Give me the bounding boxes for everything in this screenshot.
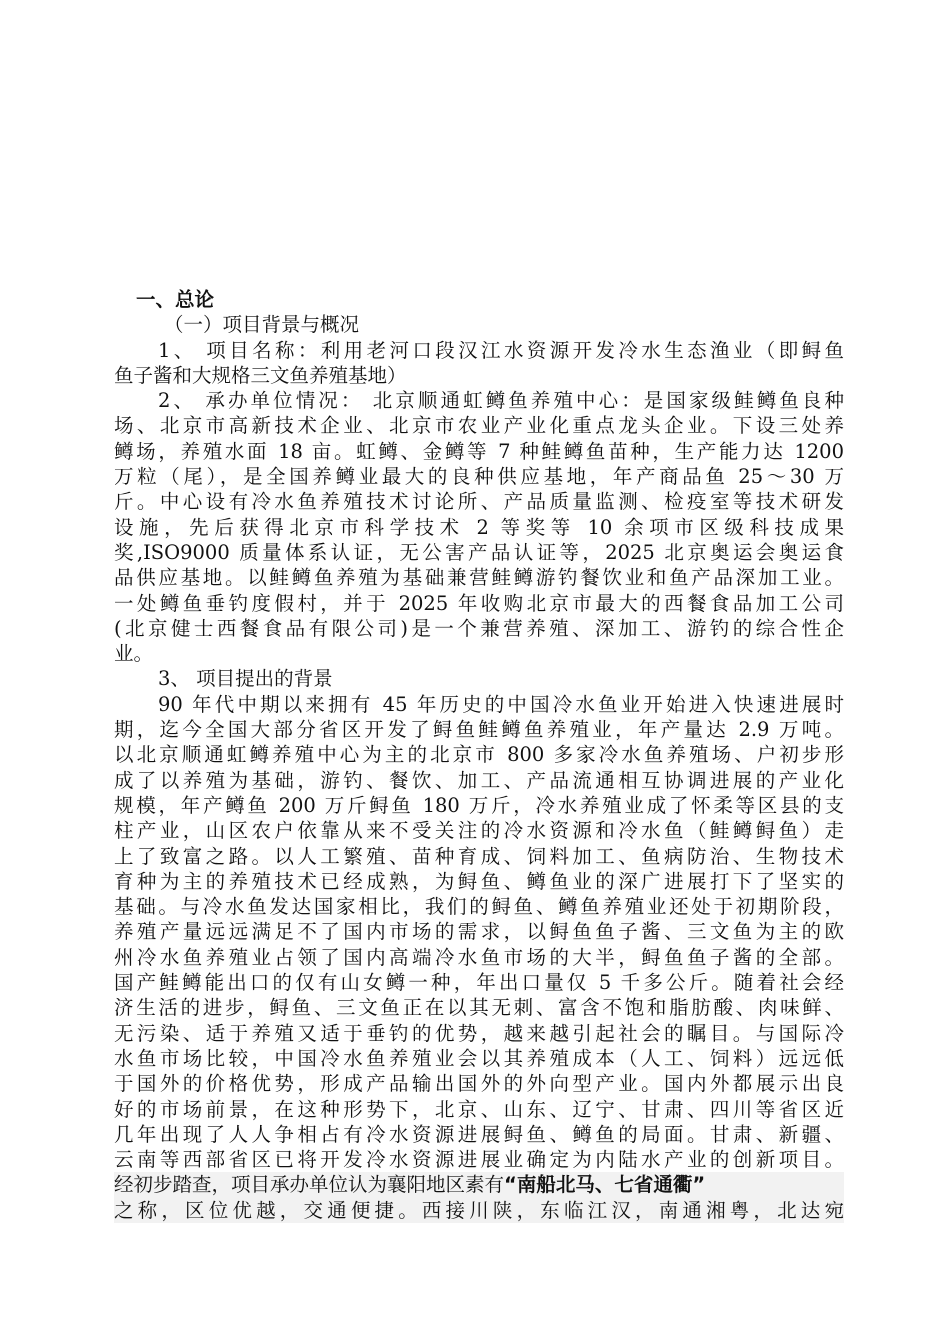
text-line: 无污染、适于养殖又适于垂钓的优势，越来越引起社会的瞩目。与国际冷 [114, 1021, 844, 1045]
text-line: 济生活的进步，鲟鱼、三文鱼正在以其无刺、富含不饱和脂肪酸、肉味鲜、 [114, 996, 844, 1020]
text-line: 云南等西部省区已将开发冷水资源进展业确定为内陆水产业的创新项目。 [114, 1148, 844, 1172]
text-line: 养殖产量远远满足不了国内市场的需求，以鲟鱼鱼子酱、三文鱼为主的欧 [114, 920, 844, 944]
text-line: 奖,ISO9000 质量体系认证，无公害产品认证等，2025 北京奥运会奥运食 [114, 540, 844, 564]
text-line: 成了以养殖为基础，游钓、餐饮、加工、产品流通相互协调进展的产业化 [114, 768, 844, 792]
text-line: 鳟场，养殖水面 18 亩。虹鳟、金鳟等 7 种鲑鳟鱼苗种，生产能力达 1200 [114, 439, 844, 463]
bold-phrase: “南船北马、七省通衢” [504, 1173, 706, 1197]
text-line: 水鱼市场比较，中国冷水鱼养殖业会以其养殖成本（人工、饲料）远远低 [114, 1046, 844, 1070]
section-heading: 一、总论 [136, 288, 215, 311]
highlighted-text-line: 之称，区位优越，交通便捷。西接川陕，东临江汉，南通湘粤，北达宛 [114, 1198, 844, 1222]
text-line: 州冷水鱼养殖业占领了国内高端冷水鱼市场的大半，鲟鱼鱼子酱的全部。 [114, 945, 844, 969]
text-line: 国产鲑鳟能出口的仅有山女鳟一种，年出口量仅 5 千多公斤。随着社会经 [114, 971, 844, 995]
text-line: 斤。中心设有冷水鱼养殖技术讨论所、产品质量监测、检疫室等技术研发 [114, 490, 844, 514]
text-line: 品供应基地。以鲑鳟鱼养殖为基础兼营鲑鳟游钓餐饮业和鱼产品深加工业。 [114, 566, 844, 590]
text-line: 柱产业，山区农户依靠从来不受关注的冷水资源和冷水鱼（鲑鳟鲟鱼）走 [114, 819, 844, 843]
text-line: 鱼子酱和大规格三文鱼养殖基地） [114, 363, 407, 387]
text-line: 几年出现了人人争相占有冷水资源进展鲟鱼、鳟鱼的局面。甘肃、新疆、 [114, 1122, 844, 1146]
text-line: 基础。与冷水鱼发达国家相比，我们的鲟鱼、鳟鱼养殖业还处于初期阶段， [114, 895, 844, 919]
document-body [114, 287, 844, 1223]
text-run: 经初步踏查，项目承办单位认为襄阳地区素有 [114, 1173, 505, 1197]
text-line: 规模，年产鳟鱼 200 万斤鲟鱼 180 万斤，冷水养殖业成了怀柔等区县的支 [114, 793, 844, 817]
text-line: 设施，先后获得北京市科学技术 2 等奖等 10 余项市区级科技成果 [114, 515, 844, 539]
text-line: 好的市场前景，在这种形势下，北京、山东、辽宁、甘肃、四川等省区近 [114, 1097, 844, 1121]
text-line: 场、北京市高新技术企业、北京市农业产业化重点龙头企业。下设三处养 [114, 414, 844, 438]
text-line: (北京健士西餐食品有限公司)是一个兼营养殖、深加工、游钓的综合性企 [114, 616, 844, 640]
text-line: 上了致富之路。以人工繁殖、苗种育成、饲料加工、鱼病防治、生物技术 [114, 844, 844, 868]
text-line: 万粒（尾），是全国养鳟业最大的良种供应基地，年产商品鱼 25～30 万 [114, 465, 844, 489]
text-line: 以北京顺通虹鳟养殖中心为主的北京市 800 多家冷水鱼养殖场、户初步形 [114, 743, 844, 767]
text-line: 育种为主的养殖技术已经成熟，为鲟鱼、鳟鱼业的深广进展打下了坚实的 [114, 869, 844, 893]
subsection-item: 3、 项目提出的背景 [158, 667, 333, 691]
text-line: 1、 项目名称：利用老河口段汉江水资源开发冷水生态渔业（即鲟鱼 [158, 338, 844, 362]
text-line: 90 年代中期以来拥有 45 年历史的中国冷水鱼业开始进入快速进展时 [158, 692, 844, 716]
text-line: 一处鳟鱼垂钓度假村，并于 2025 年收购北京市最大的西餐食品加工公司 [114, 591, 844, 615]
text-line: 2、 承办单位情况： 北京顺通虹鳟鱼养殖中心：是国家级鲑鳟鱼良种 [158, 389, 844, 413]
subsection-heading: （一）项目背景与概况 [164, 313, 360, 337]
text-line: 业。 [114, 642, 154, 666]
text-line: 于国外的价格优势，形成产品输出国外的外向型产业。国内外都展示出良 [114, 1072, 844, 1096]
highlighted-text-line [114, 1172, 844, 1197]
text-line: 期，迄今全国大部分省区开发了鲟鱼鲑鳟鱼养殖业，年产量达 2.9 万吨。 [114, 718, 844, 742]
